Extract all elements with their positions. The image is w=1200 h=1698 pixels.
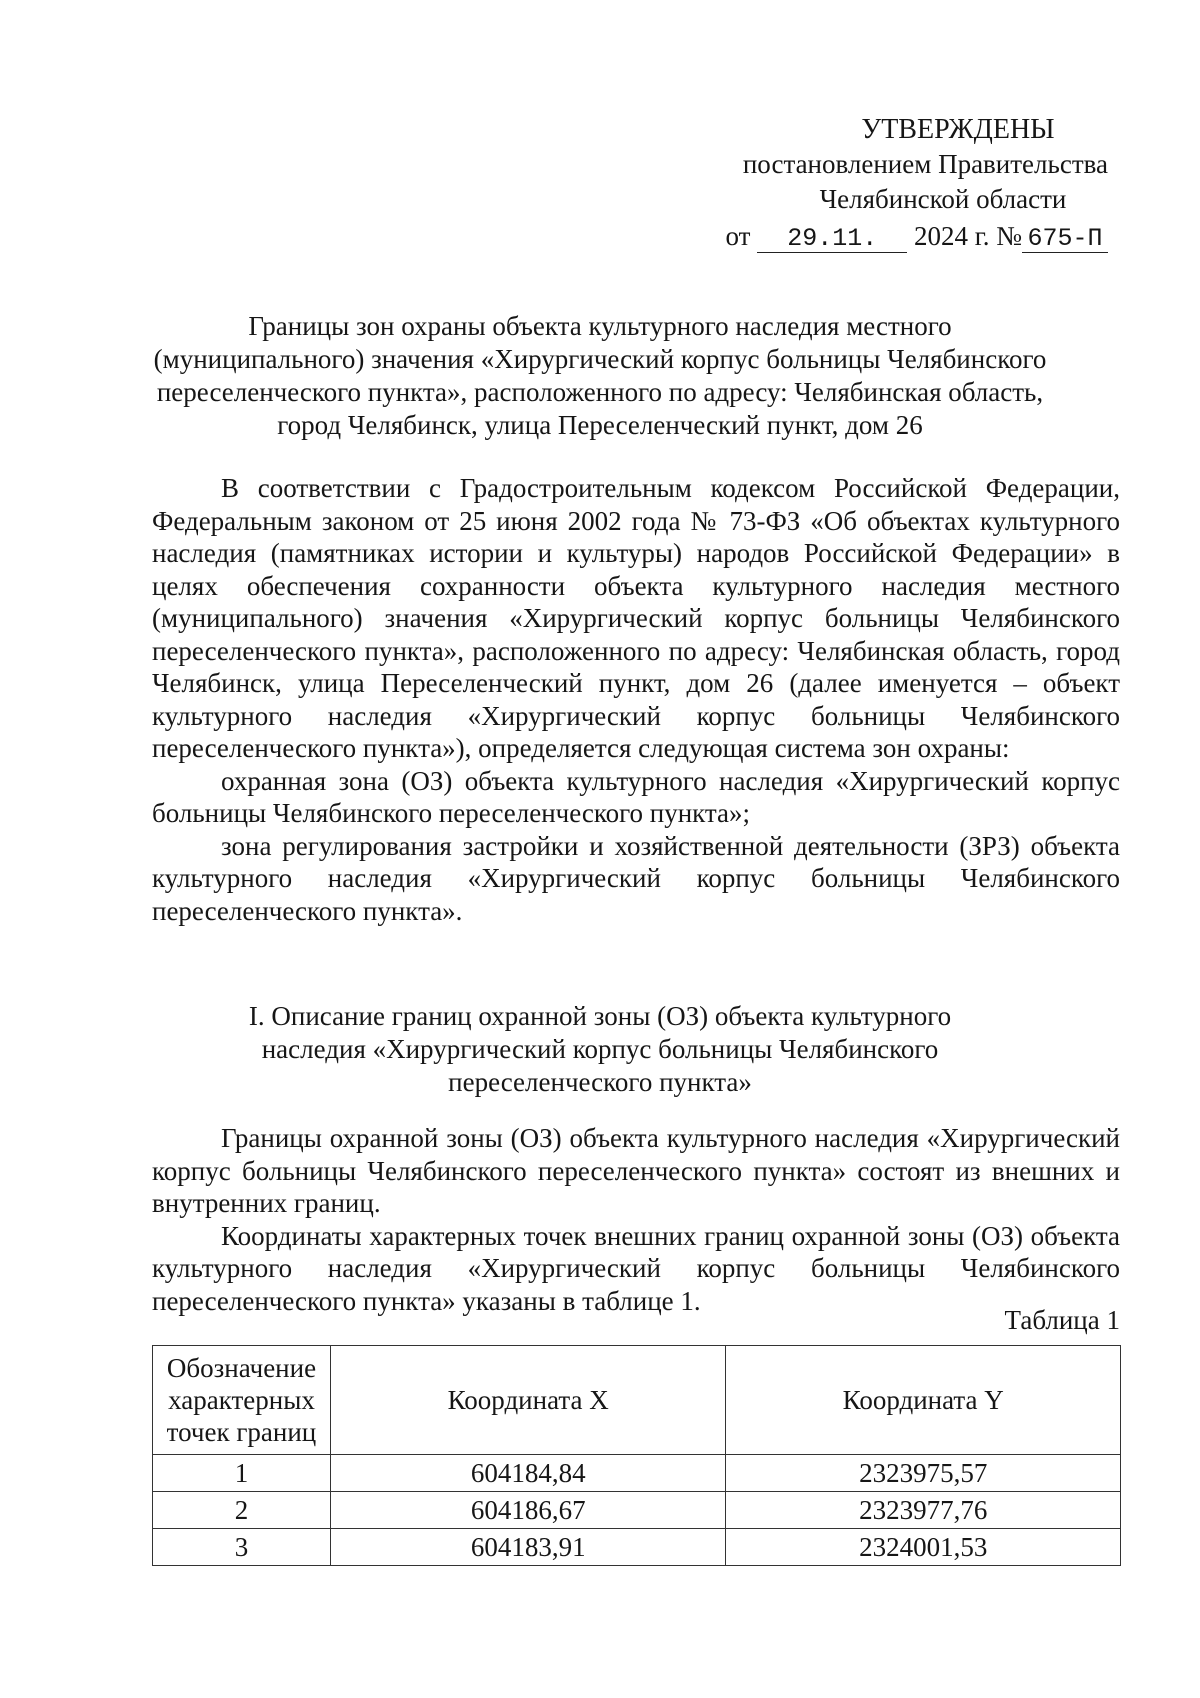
- heading-line: Границы зон охраны объекта культурного наследия местного: [248, 311, 952, 341]
- column-header-y: Координата Y: [726, 1346, 1121, 1455]
- paragraph: В соответствии с Градостроительным кодексом Российской Федерации, Федеральным законом от 25 июня 2002 года № 73-ФЗ «Об объектах культурного наследия (памятниках истории и культуры) народов Российской Федерации» в целях обеспечения сохранности объекта культурного наследия местного (муниципального) значения «Хирургический корпус больницы Челябинского переселенческого пункта», расположенного по адресу: Челябинская область, город Челябинск, улица Переселенческий пункт, дом 26 (далее именуется – объект культурного наследия «Хирургический корпус больницы Челябинского переселенческого пункта»), определяется следующая система зон охраны:: [152, 473, 1120, 763]
- cell-y: 2323977,76: [726, 1492, 1121, 1529]
- section-1-heading: [150, 1000, 1050, 1099]
- approval-line-2: Челябинской области: [819, 184, 1067, 214]
- table-row: [153, 1492, 1121, 1529]
- paragraph: охранная зона (ОЗ) объекта культурного наследия «Хирургический корпус больницы Челябинского переселенческого пункта»;: [152, 765, 1120, 828]
- cell-x: 604183,91: [330, 1529, 726, 1566]
- approval-line-1: постановлением Правительства: [742, 149, 1108, 179]
- table-row: [153, 1529, 1121, 1566]
- table-header-row: [153, 1346, 1121, 1455]
- document-heading: [150, 310, 1050, 442]
- heading-line: переселенческого пункта», расположенного по адресу: Челябинская область,: [156, 377, 1044, 407]
- handwritten-date: 29.11.: [757, 226, 907, 253]
- section-heading-line: переселенческого пункта»: [448, 1067, 752, 1097]
- section-1-text: [152, 1122, 1120, 1317]
- table-row: [153, 1455, 1121, 1492]
- paragraph: Координаты характерных точек внешних границ охранной зоны (ОЗ) объекта культурного наследия «Хирургический корпус больницы Челябинского переселенческого пункта» указаны в таблице 1.: [152, 1220, 1120, 1316]
- column-header-x: Координата X: [330, 1346, 726, 1455]
- heading-line: (муниципального) значения «Хирургический корпус больницы Челябинского: [153, 344, 1047, 374]
- from-label: от: [725, 221, 751, 251]
- cell-point: 1: [153, 1455, 331, 1492]
- cell-point: 2: [153, 1492, 331, 1529]
- year-text: 2024 г. №: [913, 221, 1022, 251]
- table-caption: Таблица 1: [1004, 1305, 1120, 1335]
- section-heading-line: I. Описание границ охранной зоны (ОЗ) объекта культурного: [248, 1001, 952, 1031]
- cell-y: 2324001,53: [726, 1529, 1121, 1566]
- handwritten-number: 675-П: [1022, 226, 1108, 253]
- cell-point: 3: [153, 1529, 331, 1566]
- cell-x: 604186,67: [330, 1492, 726, 1529]
- approval-title: УТВЕРЖДЕНЫ: [861, 114, 1055, 145]
- approval-stamp-block: [688, 112, 1108, 254]
- heading-line: город Челябинск, улица Переселенческий пункт, дом 26: [277, 410, 923, 440]
- paragraph: Границы охранной зоны (ОЗ) объекта культурного наследия «Хирургический корпус больницы Челябинского переселенческого пункта» состоят из внешних и внутренних границ.: [152, 1123, 1120, 1218]
- paragraph: зона регулирования застройки и хозяйственной деятельности (ЗРЗ) объекта культурного наследия «Хирургический корпус больницы Челябинского переселенческого пункта».: [152, 830, 1120, 926]
- section-heading-line: наследия «Хирургический корпус больницы Челябинского: [261, 1034, 939, 1064]
- column-header-point: Обозначение характерных точек границ: [153, 1346, 331, 1455]
- approval-date-line: [688, 219, 1108, 254]
- cell-x: 604184,84: [330, 1455, 726, 1492]
- cell-y: 2323975,57: [726, 1455, 1121, 1492]
- intro-text: [152, 472, 1120, 927]
- coordinates-table: [152, 1345, 1121, 1566]
